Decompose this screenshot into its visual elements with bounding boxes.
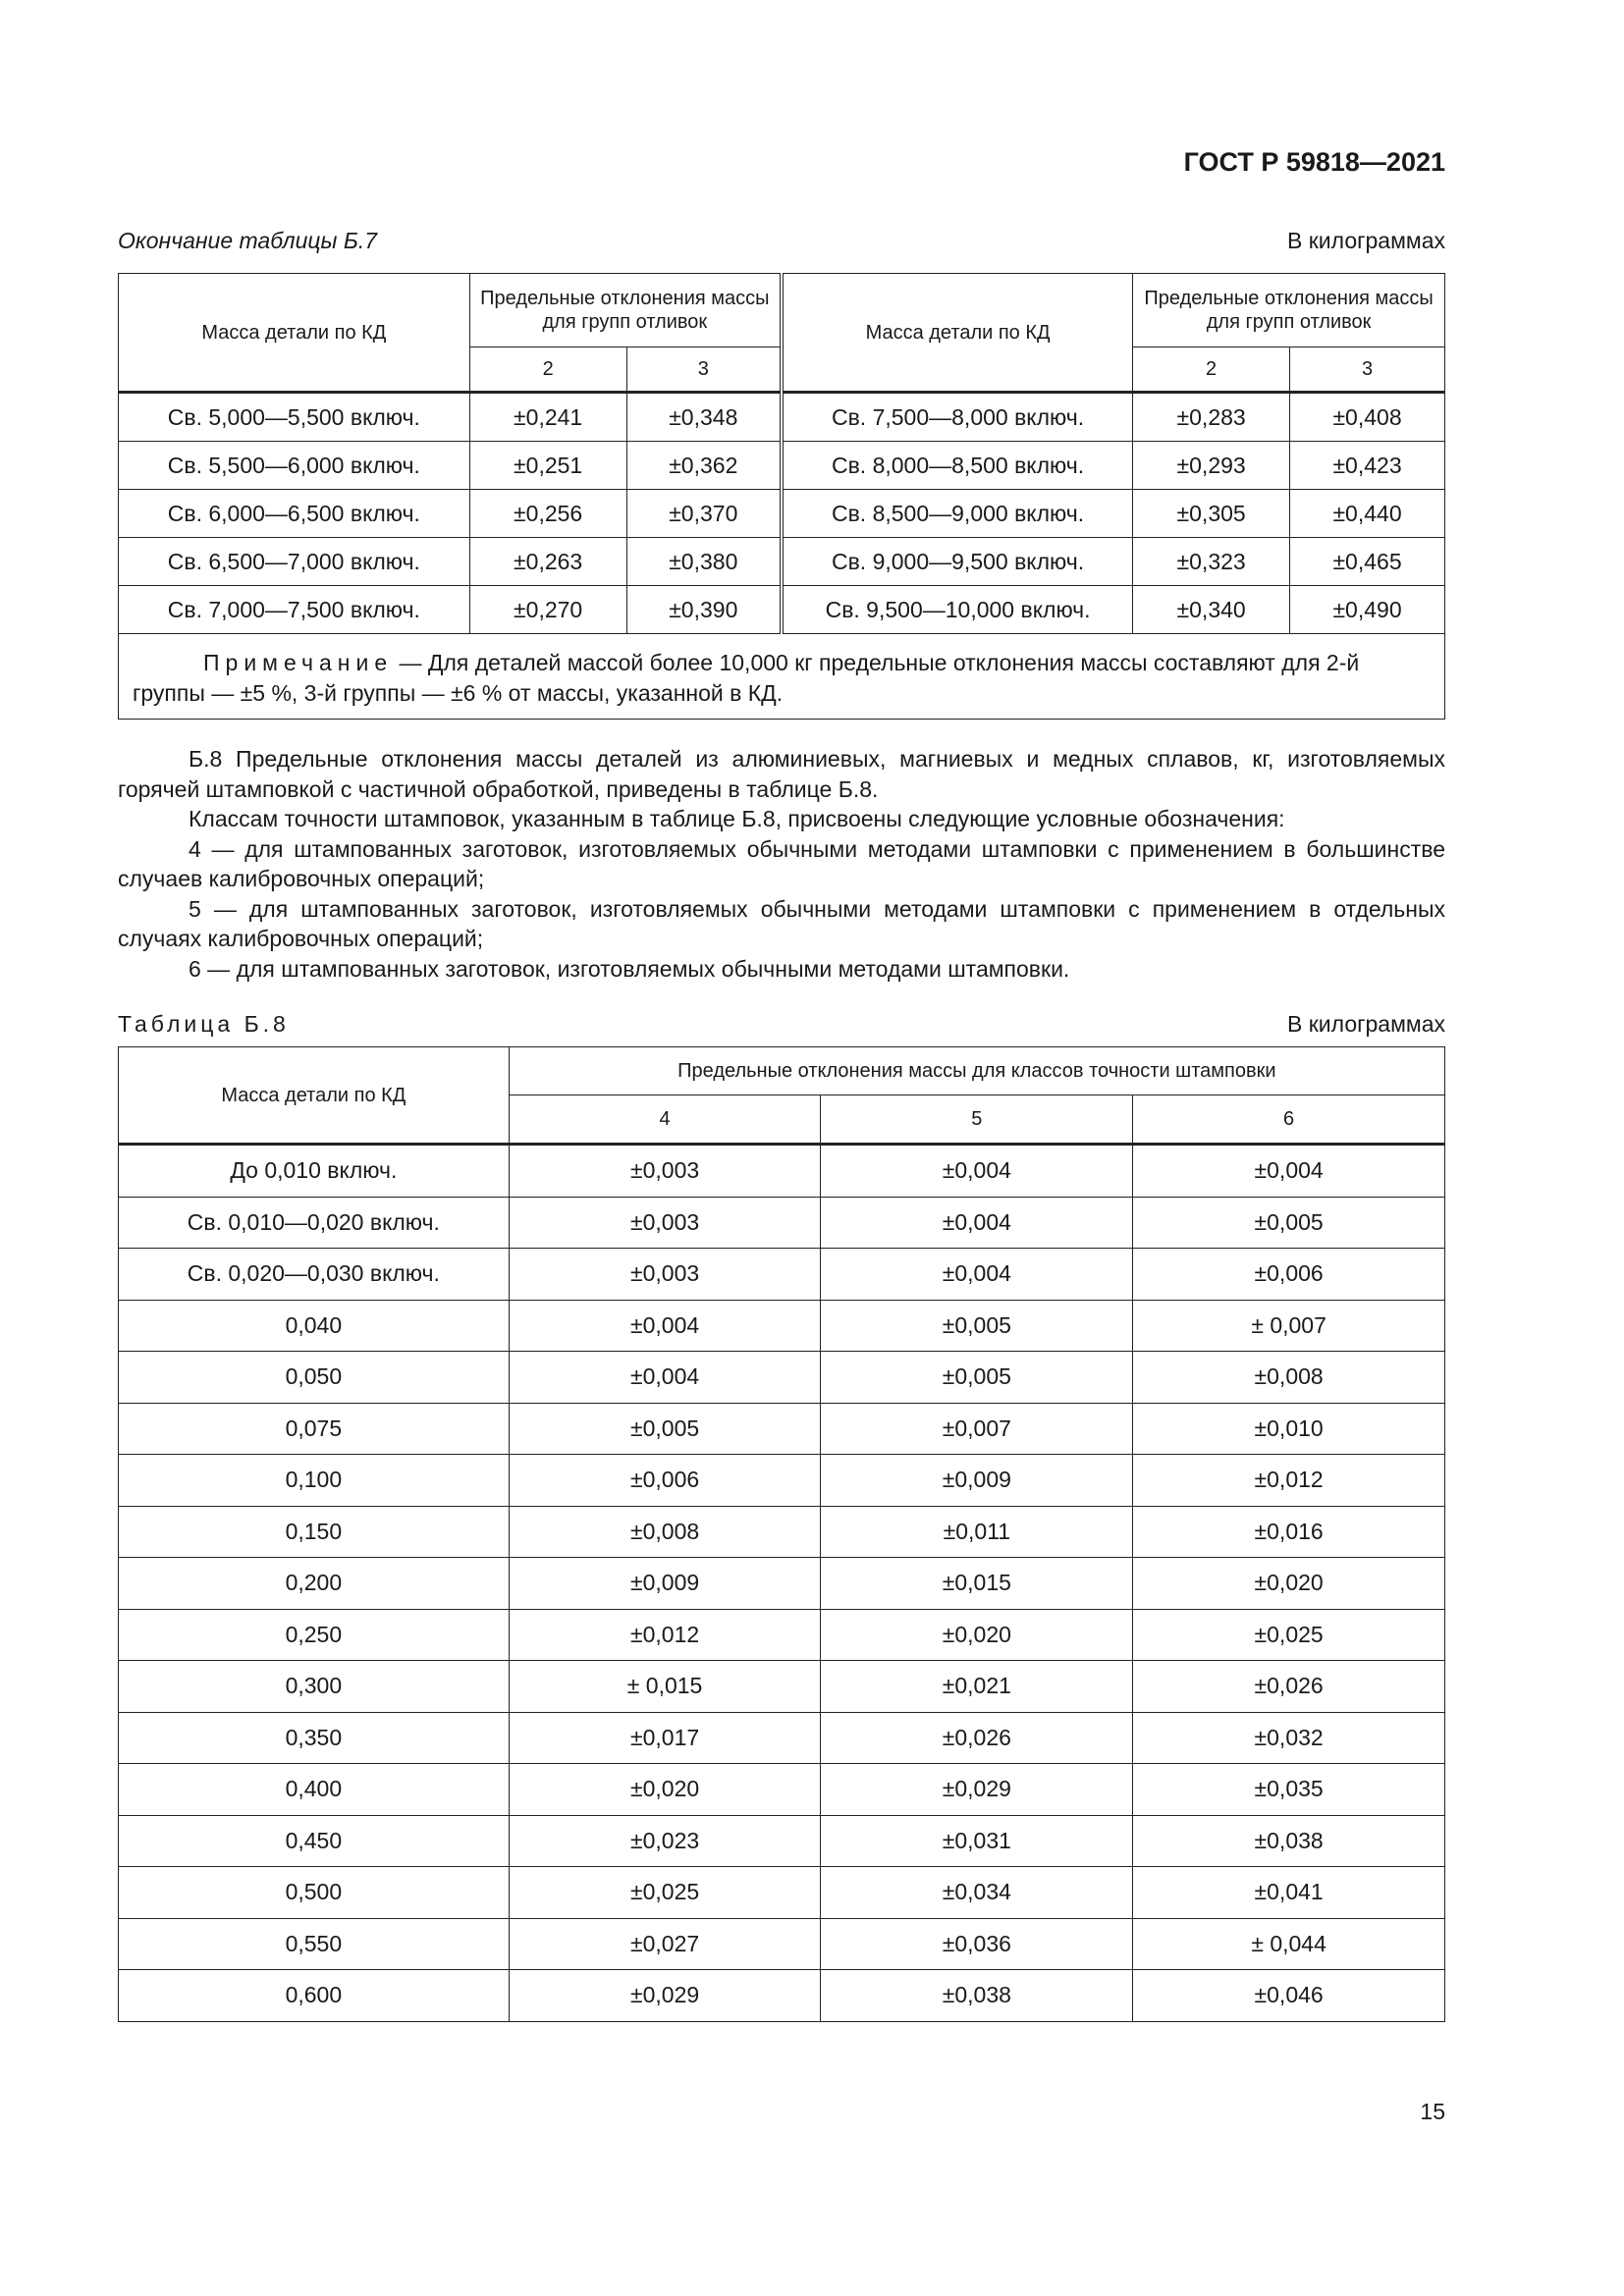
note-text: — Для деталей массой более 10,000 кг предельные отклонения массы составляют для 2-й группы — ±5 %, 3-й группы — ±6 % от массы, указанной в КД. — [133, 650, 1360, 706]
table-b8-units: В килограммах — [1287, 1011, 1445, 1037]
value-cell: ±0,440 — [1290, 490, 1445, 538]
value-cell: ±0,032 — [1133, 1712, 1445, 1764]
paragraph: 5 — для штампованных заготовок, изготовляемых обычными методами штамповки с применением в отдельных случаях калибровочных операций; — [118, 895, 1445, 951]
value-cell: ±0,256 — [469, 490, 626, 538]
table-b7-header-group2-right: 2 — [1133, 347, 1290, 393]
value-cell: ±0,004 — [821, 1197, 1133, 1249]
table-row — [119, 1145, 1445, 1198]
table-row — [119, 1661, 1445, 1713]
mass-cell: 0,600 — [119, 1970, 510, 2022]
table-b8-header-class6: 6 — [1133, 1095, 1445, 1145]
value-cell: ±0,025 — [1133, 1609, 1445, 1661]
table-row — [119, 1506, 1445, 1558]
table-row — [119, 1815, 1445, 1867]
value-cell: ±0,003 — [509, 1249, 821, 1301]
mass-cell: Св. 6,000—6,500 включ. — [119, 490, 470, 538]
table-b7-body — [119, 393, 1445, 720]
table-b7-header-group3-right: 3 — [1290, 347, 1445, 393]
table-b7-header-mass-right: Масса детали по КД — [782, 274, 1133, 393]
value-cell: ±0,008 — [1133, 1352, 1445, 1404]
value-cell: ±0,305 — [1133, 490, 1290, 538]
mass-cell: 0,100 — [119, 1455, 510, 1507]
paragraph: 4 — для штампованных заготовок, изготовляемых обычными методами штамповки с применением в большинстве случаев калибровочных операций; — [118, 835, 1445, 891]
table-row — [119, 1970, 1445, 2022]
table-b8-header-mass: Масса детали по КД — [119, 1047, 510, 1145]
value-cell: ±0,015 — [821, 1558, 1133, 1610]
value-cell: ±0,036 — [821, 1918, 1133, 1970]
value-cell: ±0,293 — [1133, 442, 1290, 490]
table-b7-caption-row — [118, 228, 1445, 254]
mass-cell: 0,400 — [119, 1764, 510, 1816]
value-cell: ±0,005 — [1133, 1197, 1445, 1249]
value-cell: ±0,270 — [469, 586, 626, 634]
paragraph: 6 — для штампованных заготовок, изготовляемых обычными методами штамповки. — [189, 955, 1070, 982]
table-b7-header-group2-left: 2 — [469, 347, 626, 393]
value-cell: ±0,046 — [1133, 1970, 1445, 2022]
table-note — [119, 634, 1445, 720]
value-cell: ±0,009 — [821, 1455, 1133, 1507]
table-b8 — [118, 1046, 1445, 2022]
mass-cell: Св. 7,500—8,000 включ. — [782, 393, 1133, 442]
table-row — [119, 1867, 1445, 1919]
value-cell: ±0,008 — [509, 1506, 821, 1558]
value-cell: ±0,004 — [509, 1352, 821, 1404]
table-b8-header-class5: 5 — [821, 1095, 1133, 1145]
mass-cell: 0,300 — [119, 1661, 510, 1713]
value-cell: ±0,017 — [509, 1712, 821, 1764]
value-cell: ±0,029 — [821, 1764, 1133, 1816]
mass-cell: Св. 0,020—0,030 включ. — [119, 1249, 510, 1301]
value-cell: ±0,323 — [1133, 538, 1290, 586]
paragraph: Б.8 Предельные отклонения массы деталей из алюминиевых, магниевых и медных сплавов, кг, изготовляемых горячей штамповкой с частичной обработкой, приведены в таблице Б.8. — [118, 746, 1445, 802]
value-cell: ± 0,007 — [1133, 1300, 1445, 1352]
value-cell: ±0,004 — [821, 1145, 1133, 1198]
mass-cell: Св. 5,500—6,000 включ. — [119, 442, 470, 490]
value-cell: ±0,025 — [509, 1867, 821, 1919]
mass-cell: Св. 9,500—10,000 включ. — [782, 586, 1133, 634]
table-row — [119, 1197, 1445, 1249]
table-note-row — [119, 634, 1445, 720]
value-cell: ±0,263 — [469, 538, 626, 586]
value-cell: ±0,004 — [1133, 1145, 1445, 1198]
mass-cell: До 0,010 включ. — [119, 1145, 510, 1198]
mass-cell: Св. 6,500—7,000 включ. — [119, 538, 470, 586]
table-row — [119, 1455, 1445, 1507]
mass-cell: 0,550 — [119, 1918, 510, 1970]
value-cell: ±0,026 — [1133, 1661, 1445, 1713]
table-b8-caption: Таблица Б.8 — [118, 1011, 290, 1037]
table-row — [119, 490, 1445, 538]
value-cell: ±0,020 — [1133, 1558, 1445, 1610]
value-cell: ±0,370 — [626, 490, 782, 538]
table-b7-header-dev-left: Предельные отклонения массы для групп отливок — [469, 274, 782, 347]
value-cell: ±0,011 — [821, 1506, 1133, 1558]
value-cell: ±0,029 — [509, 1970, 821, 2022]
mass-cell: Св. 8,500—9,000 включ. — [782, 490, 1133, 538]
table-b8-caption-row — [118, 1011, 1445, 1038]
table-b8-body — [119, 1145, 1445, 2022]
mass-cell: Св. 7,000—7,500 включ. — [119, 586, 470, 634]
value-cell: ±0,041 — [1133, 1867, 1445, 1919]
table-row — [119, 1918, 1445, 1970]
mass-cell: 0,040 — [119, 1300, 510, 1352]
table-row — [119, 1609, 1445, 1661]
value-cell: ±0,009 — [509, 1558, 821, 1610]
table-b7-header-group3-left: 3 — [626, 347, 782, 393]
table-row — [119, 586, 1445, 634]
mass-cell: Св. 0,010—0,020 включ. — [119, 1197, 510, 1249]
table-row — [119, 1352, 1445, 1404]
mass-cell: 0,250 — [119, 1609, 510, 1661]
value-cell: ±0,004 — [509, 1300, 821, 1352]
mass-cell: 0,200 — [119, 1558, 510, 1610]
table-b7-units: В килограммах — [1287, 228, 1445, 253]
value-cell: ±0,283 — [1133, 393, 1290, 442]
standard-code: ГОСТ Р 59818—2021 — [1183, 147, 1445, 177]
value-cell: ±0,027 — [509, 1918, 821, 1970]
value-cell: ±0,034 — [821, 1867, 1133, 1919]
table-row — [119, 442, 1445, 490]
table-b7-caption: Окончание таблицы Б.7 — [118, 228, 378, 253]
value-cell: ±0,012 — [509, 1609, 821, 1661]
value-cell: ±0,026 — [821, 1712, 1133, 1764]
mass-cell: 0,500 — [119, 1867, 510, 1919]
value-cell: ±0,006 — [509, 1455, 821, 1507]
table-b7-header-dev-right: Предельные отклонения массы для групп отливок — [1133, 274, 1445, 347]
table-b8-header-dev: Предельные отклонения массы для классов точности штамповки — [509, 1047, 1444, 1095]
value-cell: ±0,490 — [1290, 586, 1445, 634]
value-cell: ±0,362 — [626, 442, 782, 490]
value-cell: ±0,020 — [509, 1764, 821, 1816]
value-cell: ±0,010 — [1133, 1403, 1445, 1455]
value-cell: ±0,038 — [1133, 1815, 1445, 1867]
value-cell: ±0,241 — [469, 393, 626, 442]
table-row — [119, 1764, 1445, 1816]
value-cell: ±0,012 — [1133, 1455, 1445, 1507]
value-cell: ±0,021 — [821, 1661, 1133, 1713]
value-cell: ±0,390 — [626, 586, 782, 634]
paragraph: Классам точности штамповок, указанным в таблице Б.8, присвоены следующие условные обозначения: — [189, 806, 1285, 831]
value-cell: ±0,005 — [509, 1403, 821, 1455]
value-cell: ±0,006 — [1133, 1249, 1445, 1301]
value-cell: ±0,003 — [509, 1197, 821, 1249]
value-cell: ±0,004 — [821, 1249, 1133, 1301]
table-b7 — [118, 273, 1445, 720]
value-cell: ± 0,015 — [509, 1661, 821, 1713]
table-b8-header-class4: 4 — [509, 1095, 821, 1145]
note-label: Примечание — [203, 650, 394, 675]
value-cell: ±0,340 — [1133, 586, 1290, 634]
page-number: 15 — [1420, 2099, 1445, 2124]
table-row — [119, 1249, 1445, 1301]
table-row — [119, 393, 1445, 442]
value-cell: ±0,023 — [509, 1815, 821, 1867]
table-b7-header-mass-left: Масса детали по КД — [119, 274, 470, 393]
mass-cell: 0,050 — [119, 1352, 510, 1404]
value-cell: ±0,423 — [1290, 442, 1445, 490]
mass-cell: Св. 5,000—5,500 включ. — [119, 393, 470, 442]
value-cell: ±0,016 — [1133, 1506, 1445, 1558]
value-cell: ±0,020 — [821, 1609, 1133, 1661]
table-row — [119, 1403, 1445, 1455]
table-row — [119, 538, 1445, 586]
value-cell: ±0,038 — [821, 1970, 1133, 2022]
value-cell: ±0,465 — [1290, 538, 1445, 586]
value-cell: ±0,251 — [469, 442, 626, 490]
value-cell: ±0,035 — [1133, 1764, 1445, 1816]
value-cell: ±0,348 — [626, 393, 782, 442]
mass-cell: 0,150 — [119, 1506, 510, 1558]
mass-cell: 0,075 — [119, 1403, 510, 1455]
mass-cell: 0,350 — [119, 1712, 510, 1764]
body-text — [118, 744, 1445, 984]
value-cell: ±0,005 — [821, 1300, 1133, 1352]
value-cell: ± 0,044 — [1133, 1918, 1445, 1970]
value-cell: ±0,007 — [821, 1403, 1133, 1455]
mass-cell: 0,450 — [119, 1815, 510, 1867]
table-row — [119, 1300, 1445, 1352]
value-cell: ±0,031 — [821, 1815, 1133, 1867]
table-row — [119, 1712, 1445, 1764]
value-cell: ±0,408 — [1290, 393, 1445, 442]
mass-cell: Св. 9,000—9,500 включ. — [782, 538, 1133, 586]
value-cell: ±0,005 — [821, 1352, 1133, 1404]
mass-cell: Св. 8,000—8,500 включ. — [782, 442, 1133, 490]
value-cell: ±0,003 — [509, 1145, 821, 1198]
table-row — [119, 1558, 1445, 1610]
value-cell: ±0,380 — [626, 538, 782, 586]
